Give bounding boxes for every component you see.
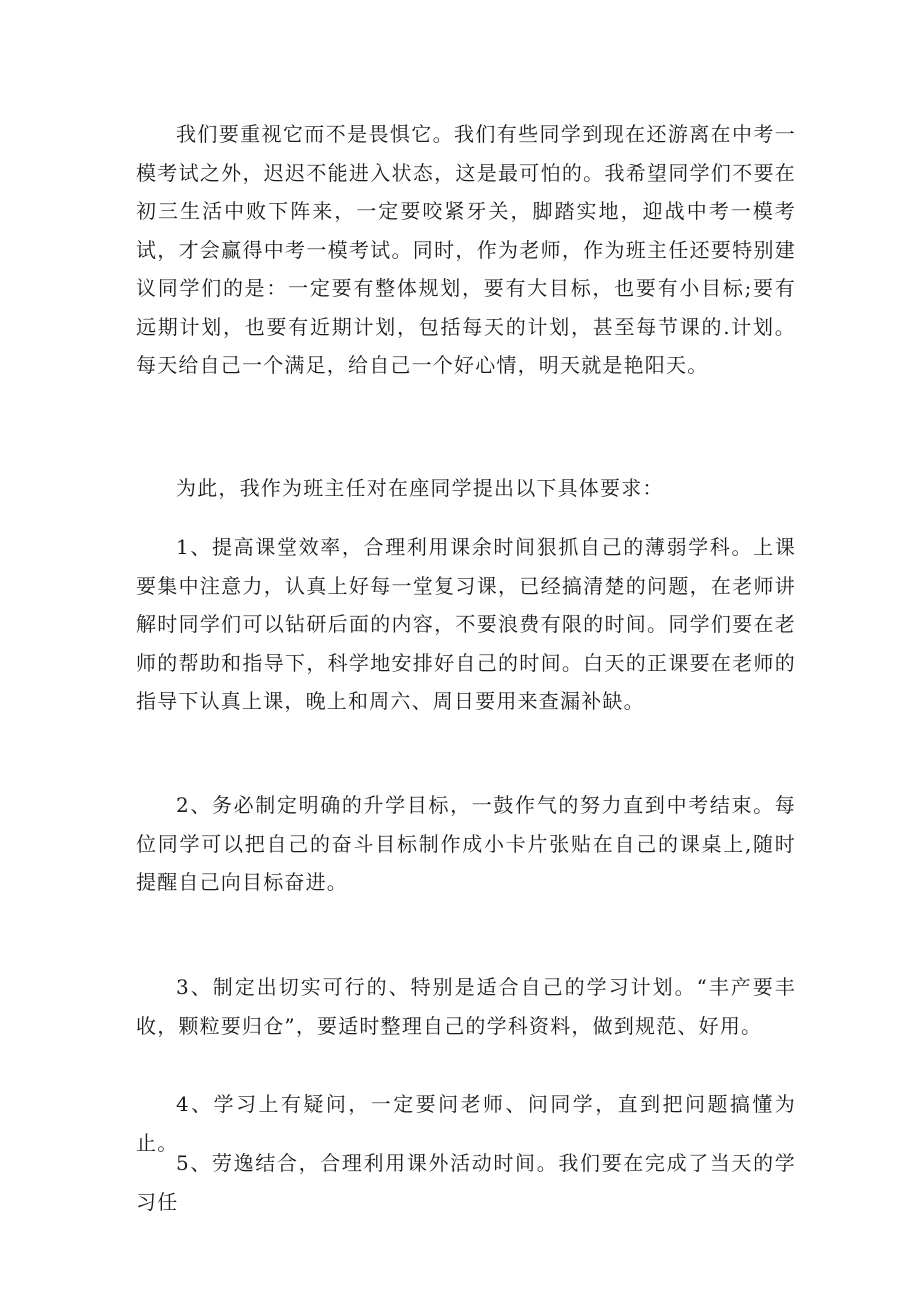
paragraph-item-5: 5、劳逸结合，合理利用课外活动时间。我们要在完成了当天的学习任	[136, 1151, 796, 1214]
paragraph-requirements-lead: 为此，我作为班主任对在座同学提出以下具体要求：	[176, 476, 664, 500]
paragraph-intro: 我们要重视它而不是畏惧它。我们有些同学到现在还游离在中考一模考试之外，迟迟不能进入状态，这是最可怕的。我希望同学们不要在初三生活中败下阵来，一定要咬紧牙关，脚踏实地，迎战中考一模考试，才会赢得中考一模考试。同时，作为老师，作为班主任还要特别建议同学们的是：一定要有整体规划，要有大目标，也要有小目标;要有远期计划，也要有近期计划，包括每天的计划，甚至每节课的.计划。每天给自己一个满足，给自己一个好心情，明天就是艳阳天。	[136, 122, 796, 377]
paragraph-item-1: 1、提高课堂效率，合理利用课余时间狠抓自己的薄弱学科。上课要集中注意力，认真上好每一堂复习课，已经搞清楚的问题，在老师讲解时同学们可以钻研后面的内容，不要浪费有限的时间。同学们要在老师的帮助和指导下，科学地安排好自己的时间。白天的正课要在老师的指导下认真上课，晚上和周六、周日要用来查漏补缺。	[136, 535, 796, 713]
paragraph-item-4: 4、学习上有疑问，一定要问老师、问同学，直到把问题搞懂为止。	[136, 1092, 796, 1155]
paragraph-item-3: 3、制定出切实可行的、特别是适合自己的学习计划。“丰产要丰收，颗粒要归仓”，要适时整理自己的学科资料，做到规范、好用。	[136, 975, 796, 1038]
paragraph-item-2: 2、务必制定明确的升学目标，一鼓作气的努力直到中考结束。每位同学可以把自己的奋斗目标制作成小卡片张贴在自己的课桌上,随时提醒自己向目标奋进。	[136, 793, 796, 894]
